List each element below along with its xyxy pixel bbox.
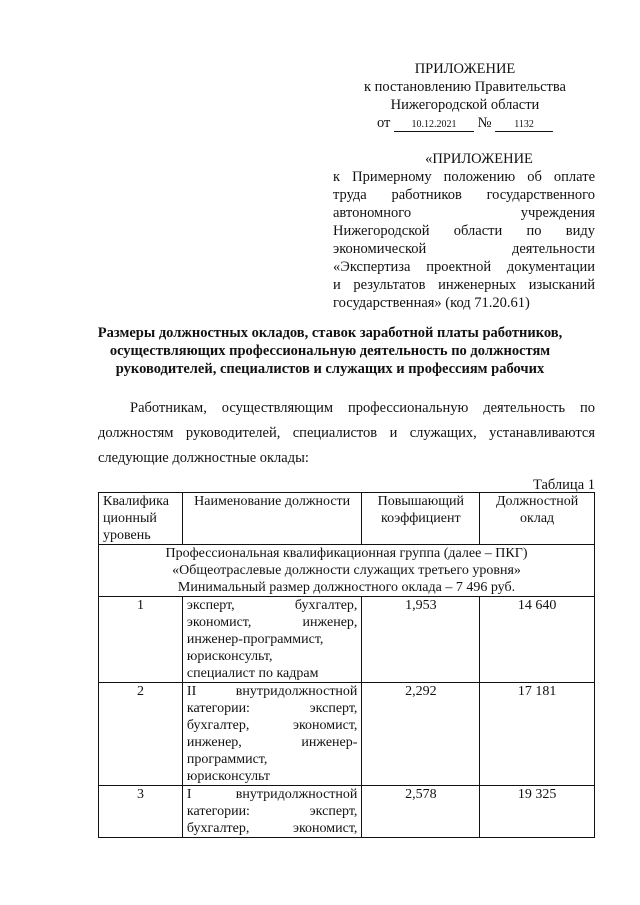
appendix-inner-line: Нижегородской области по виду [333, 223, 595, 239]
title-line-3: руководителей, специалистов и служащих и профессиям рабочих [115, 361, 545, 377]
group-line-3: Минимальный размер должностного оклада – 7 496 руб. [177, 580, 516, 595]
date-prefix: от [376, 115, 391, 131]
salary-table [98, 492, 595, 838]
appendix-inner [333, 150, 595, 312]
intro-paragraph: Работникам, осуществляющим профессиональную деятельность по должностям руководителей, специалистов и служащих, устанавливаются следующие должностные оклады: [98, 400, 595, 466]
table-label: Таблица 1 [532, 477, 595, 493]
row-salary: 19 325 [480, 786, 595, 838]
row-level: 2 [99, 683, 183, 786]
appendix-inner-heading: «ПРИЛОЖЕНИЕ [425, 151, 533, 167]
document-title [60, 324, 600, 378]
appendix-heading: ПРИЛОЖЕНИЕ [414, 61, 516, 77]
row-coefficient: 1,953 [362, 597, 480, 683]
table-row [99, 683, 595, 786]
group-cell [99, 545, 595, 597]
group-row [99, 545, 595, 597]
appendix-inner-line: автономного учреждения [333, 205, 595, 221]
row-salary: 17 181 [480, 683, 595, 786]
number-sign: № [477, 115, 492, 131]
table-row [99, 597, 595, 683]
appendix-line-2: Нижегородской области [390, 97, 540, 113]
row-position: эксперт, бухгалтер, экономист, инженер, инженер-программист, юрисконсульт, специалист по кадрам [182, 597, 362, 683]
appendix-inner-line: «Экспертиза проектной документации [333, 259, 595, 275]
appendix-line-1: к постановлению Правительства [364, 79, 566, 95]
header-salary: Должностной оклад [480, 493, 595, 545]
table-header-row [99, 493, 595, 545]
header-coefficient: Повышающий коэффициент [362, 493, 480, 545]
number-value: 1132 [495, 119, 553, 132]
appendix-inner-line: и результатов инженерных изысканий [333, 277, 595, 293]
table-row [99, 786, 595, 838]
header-position: Наименование должности [182, 493, 362, 545]
appendix-inner-line: труда работников государственного [333, 187, 595, 203]
row-salary: 14 640 [480, 597, 595, 683]
group-line-2: «Общеотраслевые должности служащих третьего уровня» [172, 563, 521, 578]
appendix-header [340, 60, 590, 132]
row-level: 3 [99, 786, 183, 838]
date-value: 10.12.2021 [394, 119, 474, 132]
row-position: II внутридолжностной категории: эксперт, бухгалтер, экономист, инженер, инженер- программист, юрисконсульт [182, 683, 362, 786]
appendix-inner-line: к Примерному положению об оплате [333, 169, 595, 185]
appendix-inner-line: государственная» (код 71.20.61) [333, 295, 530, 311]
row-coefficient: 2,578 [362, 786, 480, 838]
group-line-1: Профессиональная квалификационная группа (далее – ПКГ) [165, 546, 528, 561]
row-position: I внутридолжностной категории: эксперт, бухгалтер, экономист, [182, 786, 362, 838]
appendix-inner-line: экономической деятельности [333, 241, 595, 257]
row-coefficient: 2,292 [362, 683, 480, 786]
appendix-date-row [340, 114, 590, 132]
appendix-inner-body [333, 168, 595, 312]
row-level: 1 [99, 597, 183, 683]
header-level: Квалифика ционный уровень [99, 493, 183, 545]
title-line-2: осуществляющих профессиональную деятельность по должностям [109, 343, 551, 359]
title-line-1: Размеры должностных окладов, ставок заработной платы работников, [97, 325, 563, 341]
